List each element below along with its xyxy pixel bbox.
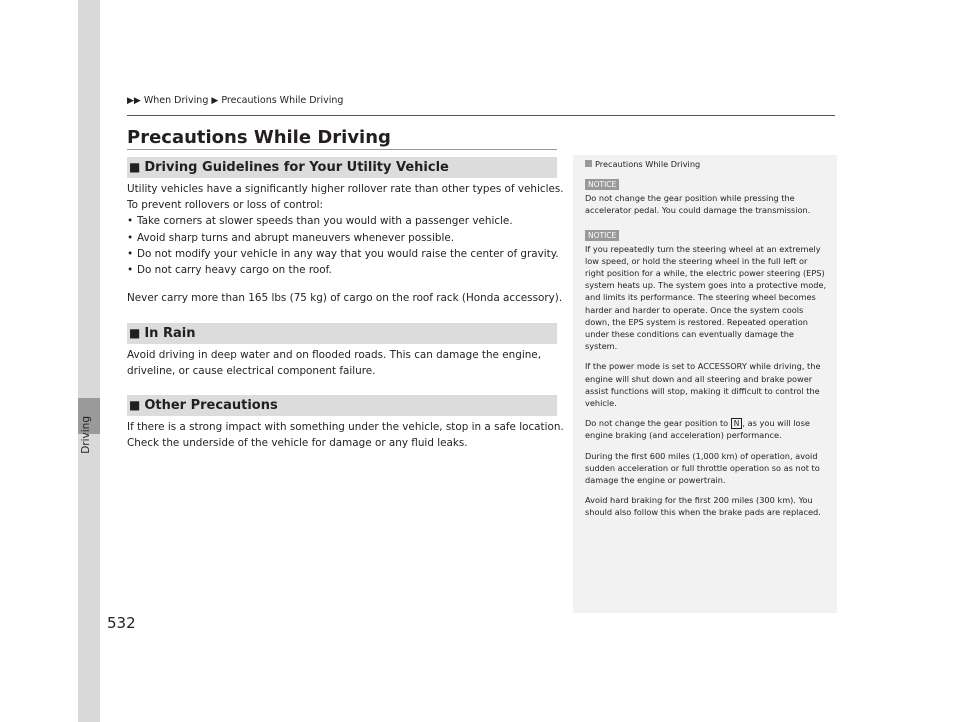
break-in-note: During the first 600 miles (1,000 km) of operation, avoid sudden acceleration or full throttle operation so as not to damage the engine or powertrain. [585,450,820,486]
title-rule [127,149,557,150]
gear-warning [585,417,827,441]
breadcrumb-current: Precautions While Driving [221,95,344,106]
section-heading-rain [127,323,557,344]
section-heading-other [127,395,557,416]
section-body-utility [127,181,567,306]
breadcrumb [127,95,343,106]
utility-bullet-list [127,213,567,278]
notice-block-1 [585,178,827,216]
utility-intro: Utility vehicles have a significantly higher rollover rate than other types of vehicles. To prevent rollovers or loss of control: [127,183,564,212]
list-item: • Do not modify your vehicle in any way that you would raise the center of gravity. [127,246,567,262]
breadcrumb-parent[interactable]: When Driving [143,95,209,106]
reference-icon [585,160,592,167]
gear-n-key: N [731,418,743,429]
notice-text-1: Do not change the gear position while pressing the accelerator pedal. You could damage the transmission. [585,193,811,216]
side-tab [78,0,100,722]
notice-block-2 [585,229,827,353]
cargo-note: Never carry more than 165 lbs (75 kg) of cargo on the roof rack (Honda accessory). [127,292,563,305]
list-item: • Take corners at slower speeds than you would with a passenger vehicle. [127,213,567,229]
list-item: • Avoid sharp turns and abrupt maneuvers whenever possible. [127,230,567,246]
header-rule [127,115,835,116]
section-heading-text: In Rain [144,326,196,341]
section-heading-text: Driving Guidelines for Your Utility Vehicle [144,160,449,175]
page-number: 532 [107,614,136,632]
sidebar-notes [573,155,837,613]
square-bullet-icon: ■ [129,398,141,412]
gear-warning-pre: Do not change the gear position to [585,418,729,429]
notice-text-2: If you repeatedly turn the steering wheel at an extremely low speed, or hold the steering wheel in the full left or right position for a while, the electric power steering (EPS) system heats up. The system goes into a protective mode, and limits its performance. The steering wheel becomes harder and harder to operate. Once the system cools down, the EPS system is restored. Repeated operation under these conditions can eventually damage the system. [585,243,827,352]
gear-warning-post: , as you will lose engine braking (and acceleration) performance. [585,418,810,441]
side-tab-label: Driving [80,416,92,454]
braking-note: Avoid hard braking for the first 200 miles (300 km). You should also follow this when the brake pads are replaced. [585,495,821,518]
section-heading-utility [127,157,557,178]
list-item: • Do not carry heavy cargo on the roof. [127,262,567,278]
other-text: If there is a strong impact with something under the vehicle, stop in a safe location. Check the underside of the vehicle for damage or any fluid leaks. [127,421,564,450]
rain-text: Avoid driving in deep water and on flooded roads. This can damage the engine, driveline, or cause electrical component failure. [127,349,541,378]
page-title: Precautions While Driving [127,127,391,148]
breadcrumb-arrow-icon: ▶▶ [127,96,141,106]
sidebar-ref-title [585,158,827,170]
notice-badge: NOTICE [585,230,619,241]
square-bullet-icon: ■ [129,326,141,340]
notice-badge: NOTICE [585,179,619,190]
accessory-warning: If the power mode is set to ACCESSORY while driving, the engine will shut down and all steering and brake power assist functions will stop, making it difficult to control the vehicle. [585,361,821,409]
square-bullet-icon: ■ [129,160,141,174]
section-body-rain [127,347,567,379]
section-heading-text: Other Precautions [144,398,278,413]
sidebar-ref-title-text: Precautions While Driving [595,159,701,169]
section-body-other [127,419,567,451]
breadcrumb-arrow-icon: ▶ [211,96,219,106]
